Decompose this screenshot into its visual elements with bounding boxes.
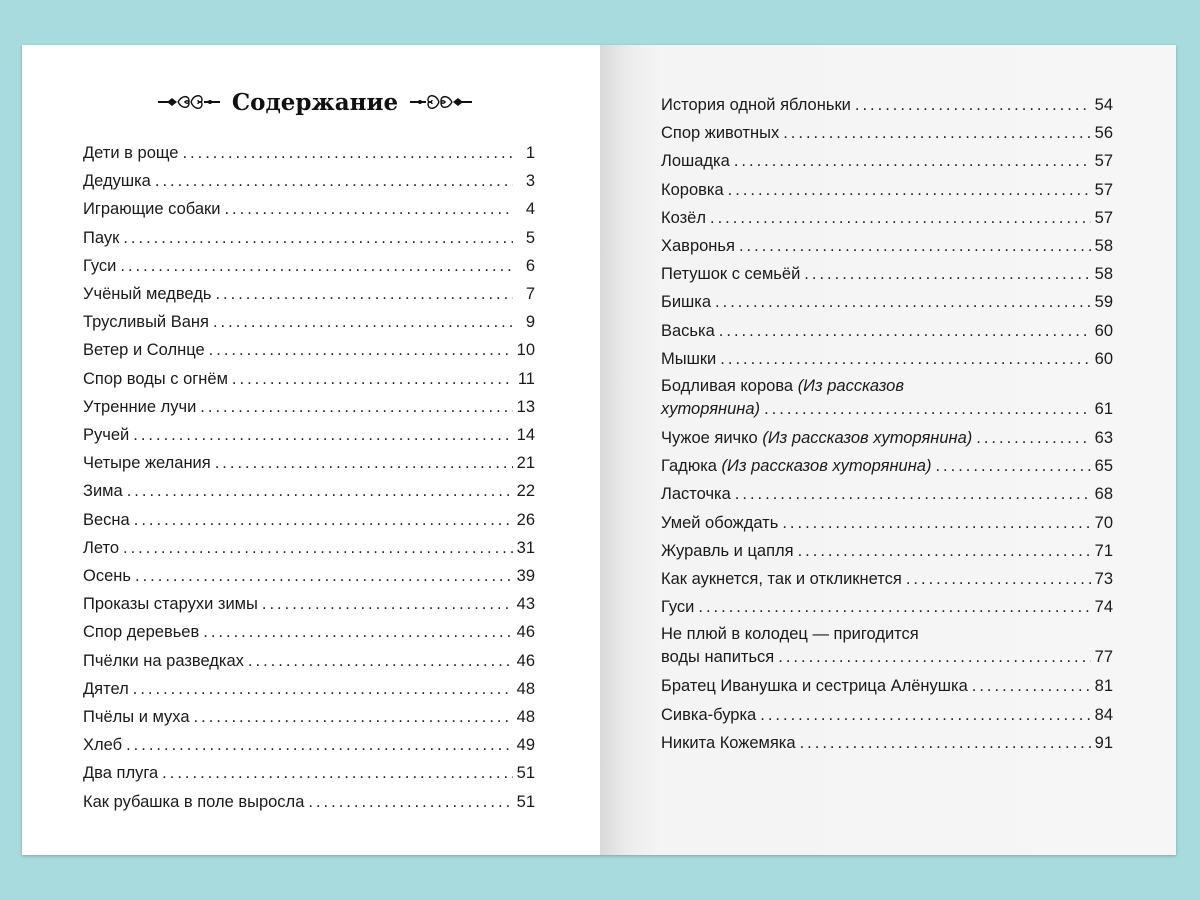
toc-left-column <box>83 139 535 816</box>
toc-entry-page: 84 <box>1094 705 1113 724</box>
toc-entry-page: 65 <box>1094 457 1113 476</box>
toc-entry-page: 81 <box>1094 677 1113 696</box>
toc-entry-title: Пчёлки на разведках <box>83 651 244 670</box>
toc-entry[interactable] <box>661 424 1113 452</box>
toc-entry[interactable] <box>661 621 1113 672</box>
toc-entry-title: Козёл <box>661 208 706 227</box>
toc-entry[interactable] <box>83 703 535 731</box>
toc-entry[interactable] <box>83 224 535 252</box>
toc-entry-note: (Из рассказов хуторянина) <box>762 429 973 448</box>
toc-entry-page: 91 <box>1094 733 1113 752</box>
toc-entry-page: 60 <box>1094 321 1113 340</box>
toc-entry-page: 22 <box>516 482 535 501</box>
toc-entry-title: Проказы старухи зимы <box>83 595 258 614</box>
toc-entry[interactable] <box>83 393 535 421</box>
toc-entry[interactable] <box>83 534 535 562</box>
toc-entry-title: История одной яблоньки <box>661 96 851 114</box>
toc-entry-title: Бодливая корова <box>661 377 794 396</box>
toc-entry-title: Мышки <box>661 349 717 368</box>
toc-entry[interactable] <box>661 288 1113 316</box>
toc-entry-page: 57 <box>1094 152 1113 171</box>
toc-entry-title: Осень <box>83 567 131 586</box>
toc-entry-page: 70 <box>1094 513 1113 532</box>
toc-entry[interactable] <box>661 672 1113 700</box>
toc-entry[interactable] <box>83 590 535 618</box>
toc-entry-title: Никита Кожемяка <box>661 733 796 752</box>
toc-entry-page: 48 <box>516 679 535 698</box>
toc-entry-page: 10 <box>516 341 535 360</box>
toc-entry-title: Журавль и цапля <box>661 541 794 560</box>
toc-entry-page: 3 <box>525 172 535 191</box>
toc-entry[interactable] <box>661 260 1113 288</box>
toc-entry-page: 43 <box>516 595 535 614</box>
toc-entry-title: Как аукнется, так и откликнется <box>661 570 902 589</box>
toc-entry-page: 31 <box>516 538 535 557</box>
toc-entry[interactable] <box>661 593 1113 621</box>
toc-heading <box>150 82 480 122</box>
toc-entry-page: 4 <box>525 200 535 219</box>
toc-entry-title: Как рубашка в поле выросла <box>83 792 305 811</box>
toc-entry[interactable] <box>661 373 1113 424</box>
toc-entry-page: 63 <box>1094 429 1113 448</box>
toc-entry-title: Братец Иванушка и сестрица Алёнушка <box>661 677 968 696</box>
toc-entry-title: Дедушка <box>83 172 151 191</box>
toc-entry-page: 73 <box>1094 570 1113 589</box>
toc-entry-title: Коровка <box>661 180 724 199</box>
toc-entry-title: Зима <box>83 482 123 501</box>
toc-entry-page: 49 <box>516 736 535 755</box>
toc-entry-title: Ветер и Солнце <box>83 341 205 360</box>
toc-entry[interactable] <box>83 280 535 308</box>
toc-entry-page: 51 <box>516 764 535 783</box>
toc-entry-title: Не плюй в колодец — пригодится <box>661 625 919 644</box>
toc-entry-title: Учёный медведь <box>83 285 212 304</box>
toc-entry[interactable] <box>661 317 1113 345</box>
toc-entry-title: Два плуга <box>83 764 159 783</box>
toc-entry-title: Гадюка <box>661 457 717 476</box>
toc-entry-page: 58 <box>1094 265 1113 284</box>
toc-entry-title: Дети в роще <box>83 144 179 162</box>
toc-entry-title: Сивка-бурка <box>661 705 757 724</box>
toc-entry[interactable] <box>83 477 535 505</box>
toc-entry-page: 71 <box>1094 541 1113 560</box>
toc-entry-title: Паук <box>83 228 120 247</box>
toc-entry-page: 5 <box>525 228 535 247</box>
toc-entry[interactable] <box>661 537 1113 565</box>
toc-entry-title: Дятел <box>83 679 129 698</box>
toc-entry-page: 9 <box>525 313 535 332</box>
toc-entry-title: Хлеб <box>83 736 123 755</box>
toc-entry-note: (Из рассказов <box>797 377 904 396</box>
toc-entry-page: 7 <box>525 285 535 304</box>
toc-entry-page: 14 <box>516 426 535 445</box>
toc-entry-page: 56 <box>1094 124 1113 143</box>
toc-entry-page: 39 <box>516 567 535 586</box>
toc-entry-title: Ручей <box>83 426 130 445</box>
toc-entry[interactable] <box>661 565 1113 593</box>
toc-entry-page: 58 <box>1094 237 1113 256</box>
ornament-left-icon <box>158 90 220 114</box>
toc-entry-note: (Из рассказов хуторянина) <box>721 457 932 476</box>
toc-entry-page: 77 <box>1094 648 1113 667</box>
toc-entry[interactable] <box>661 204 1113 232</box>
toc-entry[interactable] <box>661 729 1113 757</box>
toc-entry[interactable] <box>83 759 535 787</box>
toc-right-column <box>661 91 1113 757</box>
toc-entry[interactable] <box>661 232 1113 260</box>
toc-entry-page: 57 <box>1094 180 1113 199</box>
toc-entry-title: Спор животных <box>661 124 780 143</box>
toc-entry-title: Четыре желания <box>83 454 211 473</box>
toc-entry-title: Петушок с семьёй <box>661 265 801 284</box>
toc-entry-page: 48 <box>516 708 535 727</box>
toc-entry[interactable] <box>83 195 535 223</box>
toc-entry-title: Лошадка <box>661 152 730 171</box>
toc-entry-page: 60 <box>1094 349 1113 368</box>
toc-entry[interactable] <box>661 345 1113 373</box>
toc-entry-page: 11 <box>517 369 535 388</box>
toc-entry-title: Гуси <box>83 256 117 275</box>
toc-entry[interactable] <box>83 506 535 534</box>
toc-entry-title: Бишка <box>661 293 712 312</box>
toc-entry[interactable] <box>83 252 535 280</box>
toc-entry-page: 61 <box>1094 400 1113 419</box>
toc-entry-title: Пчёлы и муха <box>83 708 190 727</box>
toc-title: Содержание <box>231 88 399 116</box>
toc-entry[interactable] <box>83 167 535 195</box>
toc-entry-title: Гуси <box>661 598 695 617</box>
toc-entry[interactable] <box>83 788 535 816</box>
toc-entry-page: 68 <box>1094 485 1113 504</box>
toc-entry-page: 57 <box>1094 208 1113 227</box>
toc-entry[interactable] <box>83 731 535 759</box>
toc-entry-page: 13 <box>516 397 535 416</box>
toc-entry[interactable] <box>661 147 1113 175</box>
toc-entry-note: хуторянина) <box>661 400 761 419</box>
toc-entry-page: 26 <box>516 510 535 529</box>
toc-entry-page: 74 <box>1094 598 1113 617</box>
toc-entry-page: 51 <box>516 792 535 811</box>
toc-entry[interactable] <box>83 365 535 393</box>
toc-entry-title: Лето <box>83 538 120 557</box>
toc-entry-page: 21 <box>516 454 535 473</box>
toc-entry[interactable] <box>661 701 1113 729</box>
toc-entry-page: 1 <box>525 144 535 162</box>
toc-entry-page: 59 <box>1094 293 1113 312</box>
toc-entry[interactable] <box>83 308 535 336</box>
toc-entry[interactable] <box>83 421 535 449</box>
toc-entry[interactable] <box>661 176 1113 204</box>
toc-entry-title: Хавронья <box>661 237 735 256</box>
toc-entry-title: Васька <box>661 321 715 340</box>
toc-entry-title: Спор воды с огнём <box>83 369 228 388</box>
toc-entry-title: Трусливый Ваня <box>83 313 209 332</box>
toc-entry-title: Ласточка <box>661 485 731 504</box>
toc-entry[interactable] <box>83 647 535 675</box>
toc-entry[interactable] <box>83 336 535 364</box>
toc-entry[interactable] <box>661 509 1113 537</box>
toc-entry-title: Спор деревьев <box>83 623 200 642</box>
toc-entry-page: 54 <box>1094 96 1113 114</box>
toc-entry-title: Играющие собаки <box>83 200 221 219</box>
ornament-right-icon <box>410 90 472 114</box>
toc-entry[interactable] <box>661 480 1113 508</box>
toc-entry[interactable] <box>83 618 535 646</box>
toc-entry-title: воды напиться <box>661 648 775 667</box>
toc-entry-page: 46 <box>516 651 535 670</box>
toc-entry[interactable] <box>83 562 535 590</box>
toc-entry[interactable] <box>83 675 535 703</box>
toc-entry[interactable] <box>83 139 535 167</box>
toc-entry[interactable] <box>661 452 1113 480</box>
toc-entry-page: 6 <box>525 256 535 275</box>
toc-entry[interactable] <box>661 119 1113 147</box>
toc-entry-title: Весна <box>83 510 130 529</box>
toc-entry-title: Утренние лучи <box>83 397 197 416</box>
toc-entry[interactable] <box>661 91 1113 119</box>
toc-entry-page: 46 <box>516 623 535 642</box>
toc-entry-title: Чужое яичко <box>661 429 758 448</box>
toc-entry-title: Умей обождать <box>661 513 779 532</box>
toc-entry[interactable] <box>83 449 535 477</box>
